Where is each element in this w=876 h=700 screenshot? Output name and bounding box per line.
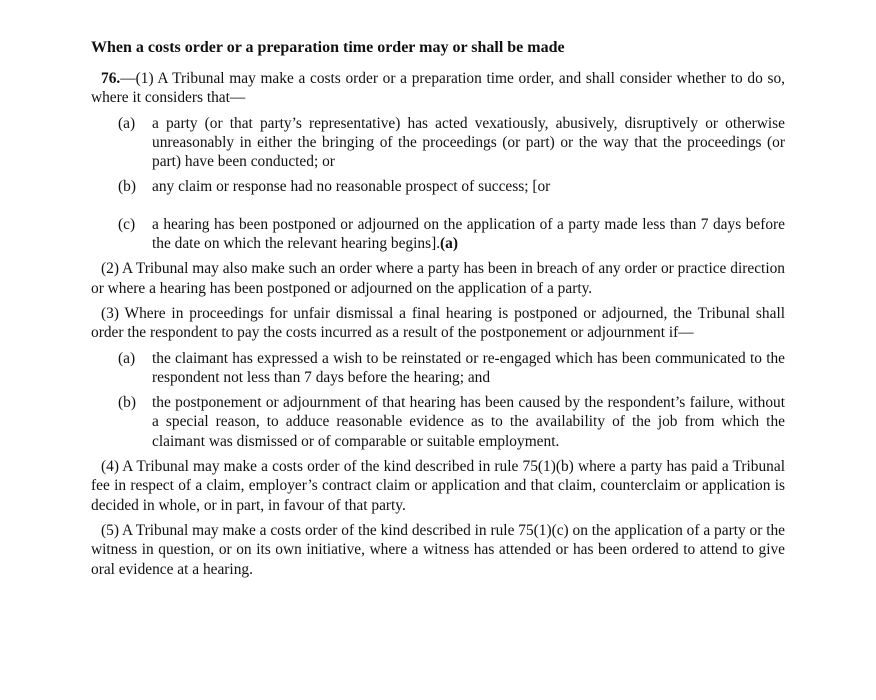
list-item-text: a party (or that party’s representative) has acted vexatiously, abusively, disruptively or otherwise unreasonably in either the bringing of the proceedings (or part) or the way that the proceedings (or part) have been conducted; or [152,114,785,171]
paragraph-1 [91,69,785,108]
list-item [118,393,785,451]
list-item-label: (c) [118,215,136,233]
list-item-text: the claimant has expressed a wish to be reinstated or re-engaged which has been communicated to the respondent not less than 7 days before the hearing; and [152,349,785,386]
footnote-ref: (a) [440,235,458,253]
paragraph-4: (4) A Tribunal may make a costs order of the kind described in rule 75(1)(b) where a party has paid a Tribunal fee in respect of a claim, employer’s contract claim or application and that claim, counterclaim or application is decided in whole, or in part, in favour of that party. [91,458,785,514]
list-item-text: the postponement or adjournment of that hearing has been caused by the respondent’s failure, without a special reason, to adduce reasonable evidence as to the availability of the job from which the claimant was dismissed or of comparable or suitable employment. [152,394,785,450]
paragraph-1-text: —(1) A Tribunal may make a costs order or a preparation time order, and shall consider whether to do so, where it considers that— [91,70,785,107]
list-item [118,349,785,388]
list-item-label: (b) [118,394,136,412]
paragraph-3: (3) Where in proceedings for unfair dismissal a final hearing is postponed or adjourned, the Tribunal shall order the respondent to pay the costs incurred as a result of the postponement or adjournment if— [91,304,785,342]
section-heading: When a costs order or a preparation time order may or shall be made [91,39,565,56]
rule-number: 76. [101,70,121,87]
list-item [118,177,785,196]
paragraph-2: (2) A Tribunal may also make such an order where a party has been in breach of any order or practice direction or where a hearing has been postponed or adjourned on the application of a party. [91,260,785,297]
paragraph-5: (5) A Tribunal may make a costs order of the kind described in rule 75(1)(c) on the application of a party or the witness in question, or on its own initiative, where a witness has attended or has been ordered to attend to give oral evidence at a hearing. [91,521,785,578]
list-item-text: any claim or response had no reasonable prospect of success; [or [152,178,551,196]
list-item-label: (a) [118,114,136,132]
list-item [118,215,785,254]
list-item-label: (b) [118,178,136,196]
document-page [91,38,785,585]
list-item [118,114,785,172]
list-item-body: a hearing has been postponed or adjourned on the application of a party made less than 7 days before the date on which the relevant hearing begins]. [152,215,785,253]
list-item-text [152,215,785,254]
list-item-label: (a) [118,349,136,367]
